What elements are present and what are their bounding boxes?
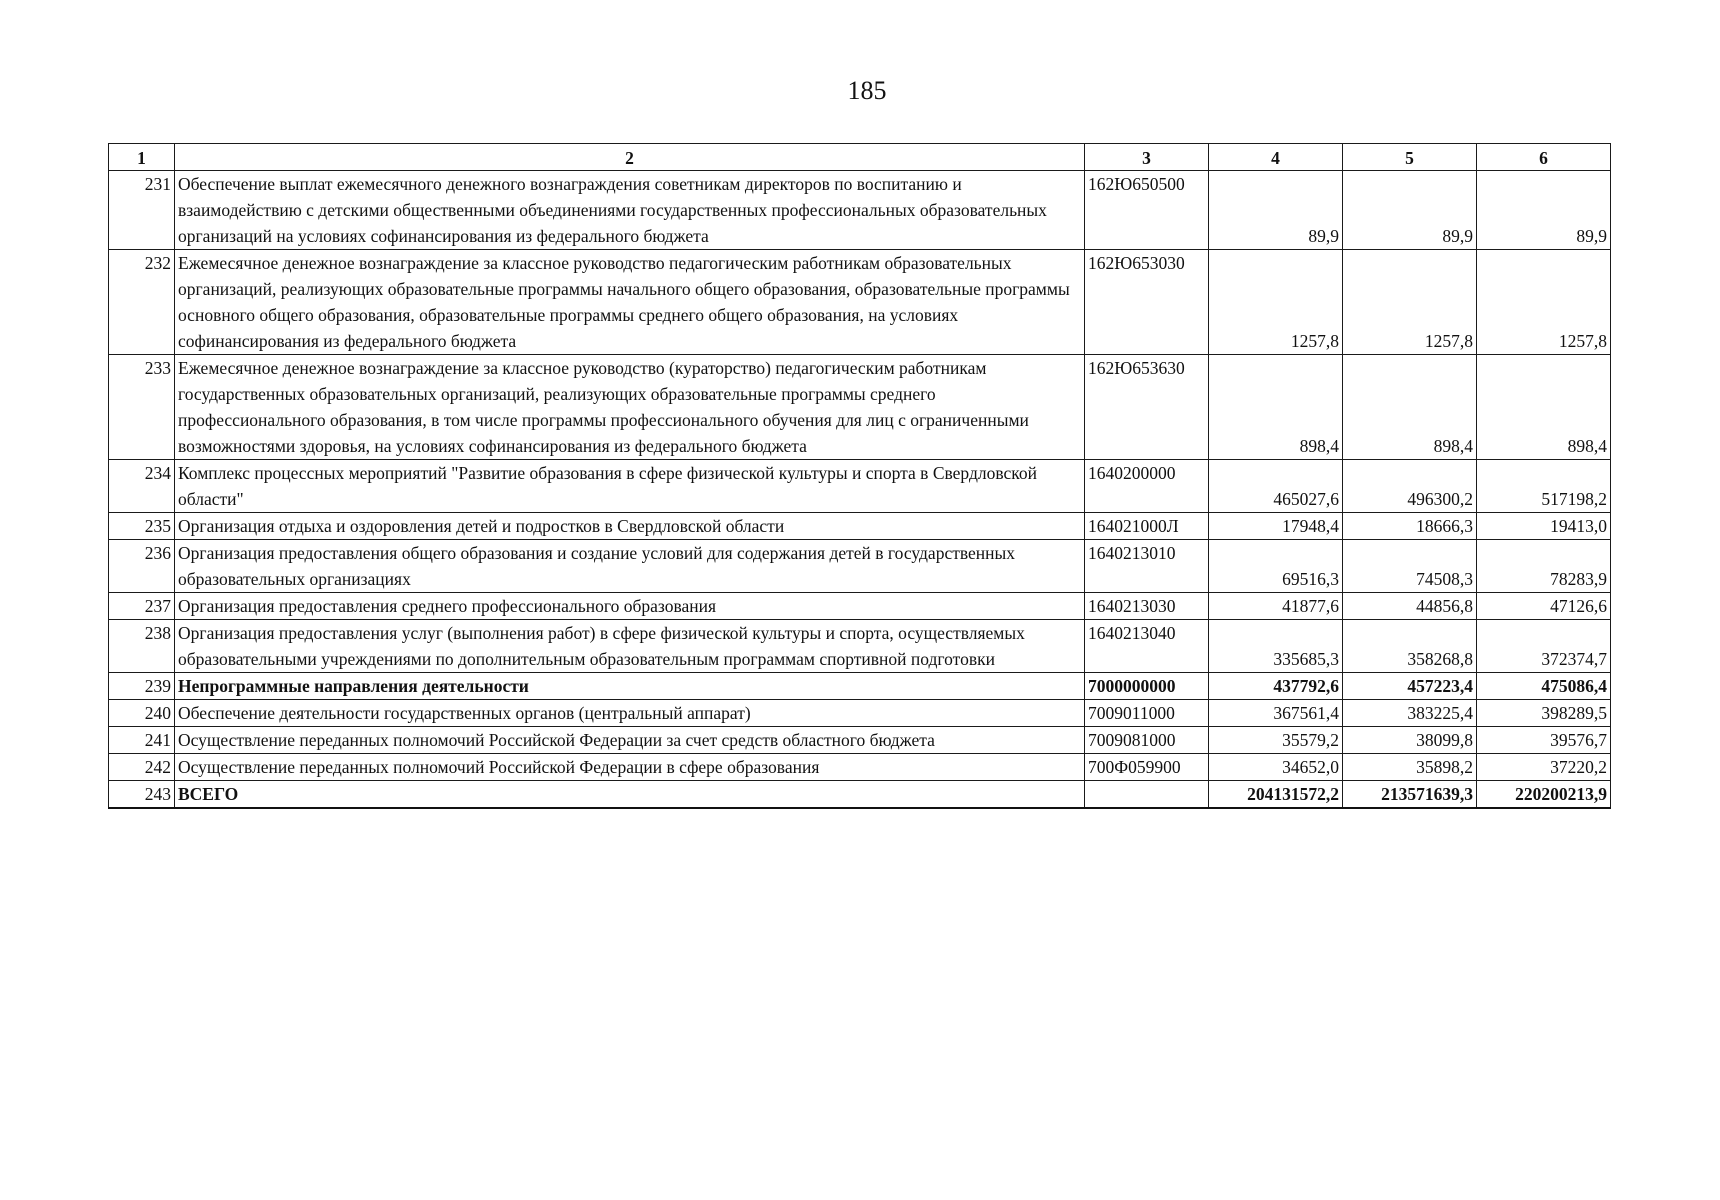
row-name: Ежемесячное денежное вознаграждение за классное руководство (кураторство) педагогическим работникам государственных образовательных организаций, реализующих образовательные программы среднего профессионального образования, в том числе программы профессионального обучения для лиц с ограниченными возможностями здоровья, на условиях софинансирования из федерального бюджета xyxy=(175,355,1085,460)
row-value-4: 335685,3 xyxy=(1209,620,1343,673)
table-row xyxy=(109,620,1611,673)
row-value-4: 898,4 xyxy=(1209,355,1343,460)
row-value-6: 398289,5 xyxy=(1477,700,1611,727)
row-value-6: 78283,9 xyxy=(1477,540,1611,593)
row-value-4: 69516,3 xyxy=(1209,540,1343,593)
row-code: 162Ю653030 xyxy=(1085,250,1209,355)
row-name: Организация предоставления среднего профессионального образования xyxy=(175,593,1085,620)
row-name: Ежемесячное денежное вознаграждение за классное руководство педагогическим работникам образовательных организаций, реализующих образовательные программы начального общего образования, образовательные программы основного общего образования, образовательные программы среднего общего образования, на условиях софинансирования из федерального бюджета xyxy=(175,250,1085,355)
table-row xyxy=(109,593,1611,620)
row-value-5: 898,4 xyxy=(1343,355,1477,460)
page-number: 185 xyxy=(847,76,887,105)
row-name: Обеспечение выплат ежемесячного денежного вознаграждения советникам директоров по воспитанию и взаимодействию с детскими общественными объединениями государственных профессиональных образовательных организаций на условиях софинансирования из федерального бюджета xyxy=(175,171,1085,250)
row-value-6: 517198,2 xyxy=(1477,460,1611,513)
row-name: Обеспечение деятельности государственных органов (центральный аппарат) xyxy=(175,700,1085,727)
row-value-5: 18666,3 xyxy=(1343,513,1477,540)
row-code: 1640213040 xyxy=(1085,620,1209,673)
row-value-6: 47126,6 xyxy=(1477,593,1611,620)
column-header: 5 xyxy=(1343,144,1477,171)
table-header-row xyxy=(109,144,1611,171)
row-number: 240 xyxy=(109,700,175,727)
row-value-6: 475086,4 xyxy=(1477,673,1611,700)
row-code xyxy=(1085,781,1209,809)
row-value-4: 41877,6 xyxy=(1209,593,1343,620)
row-code: 1640200000 xyxy=(1085,460,1209,513)
row-value-6: 39576,7 xyxy=(1477,727,1611,754)
row-code: 162Ю650500 xyxy=(1085,171,1209,250)
row-value-5: 457223,4 xyxy=(1343,673,1477,700)
row-value-4: 17948,4 xyxy=(1209,513,1343,540)
row-number: 235 xyxy=(109,513,175,540)
row-value-6: 898,4 xyxy=(1477,355,1611,460)
row-value-6: 19413,0 xyxy=(1477,513,1611,540)
row-code: 1640213010 xyxy=(1085,540,1209,593)
table-row xyxy=(109,355,1611,460)
row-value-4: 204131572,2 xyxy=(1209,781,1343,809)
row-number: 231 xyxy=(109,171,175,250)
row-number: 243 xyxy=(109,781,175,809)
table-row xyxy=(109,540,1611,593)
row-number: 241 xyxy=(109,727,175,754)
row-value-4: 437792,6 xyxy=(1209,673,1343,700)
table-row xyxy=(109,754,1611,781)
row-number: 242 xyxy=(109,754,175,781)
row-name: Комплекс процессных мероприятий "Развитие образования в сфере физической культуры и спорта в Свердловской области" xyxy=(175,460,1085,513)
table-row xyxy=(109,727,1611,754)
row-value-5: 74508,3 xyxy=(1343,540,1477,593)
row-name: Организация предоставления услуг (выполнения работ) в сфере физической культуры и спорта, осуществляемых образовательными учреждениями по дополнительным образовательным программам спортивной подготовки xyxy=(175,620,1085,673)
row-code: 7000000000 xyxy=(1085,673,1209,700)
table-row xyxy=(109,700,1611,727)
row-name: Осуществление переданных полномочий Российской Федерации за счет средств областного бюджета xyxy=(175,727,1085,754)
column-header: 1 xyxy=(109,144,175,171)
row-code: 1640213030 xyxy=(1085,593,1209,620)
row-number: 237 xyxy=(109,593,175,620)
row-value-6: 372374,7 xyxy=(1477,620,1611,673)
column-header: 2 xyxy=(175,144,1085,171)
table-row xyxy=(109,781,1611,809)
column-header: 4 xyxy=(1209,144,1343,171)
column-header: 3 xyxy=(1085,144,1209,171)
row-code: 700Ф059900 xyxy=(1085,754,1209,781)
row-value-4: 1257,8 xyxy=(1209,250,1343,355)
row-code: 162Ю653630 xyxy=(1085,355,1209,460)
row-value-5: 35898,2 xyxy=(1343,754,1477,781)
row-value-5: 383225,4 xyxy=(1343,700,1477,727)
row-code: 164021000Л xyxy=(1085,513,1209,540)
row-number: 236 xyxy=(109,540,175,593)
column-header: 6 xyxy=(1477,144,1611,171)
row-name: Осуществление переданных полномочий Российской Федерации в сфере образования xyxy=(175,754,1085,781)
table-row xyxy=(109,673,1611,700)
row-number: 232 xyxy=(109,250,175,355)
table-body xyxy=(109,171,1611,809)
budget-table xyxy=(108,143,1611,809)
row-value-4: 89,9 xyxy=(1209,171,1343,250)
table-row xyxy=(109,513,1611,540)
row-value-4: 35579,2 xyxy=(1209,727,1343,754)
table-row xyxy=(109,460,1611,513)
row-value-4: 465027,6 xyxy=(1209,460,1343,513)
row-name: Организация предоставления общего образования и создание условий для содержания детей в государственных образовательных организациях xyxy=(175,540,1085,593)
row-value-6: 89,9 xyxy=(1477,171,1611,250)
row-number: 238 xyxy=(109,620,175,673)
row-name: ВСЕГО xyxy=(175,781,1085,809)
table-row xyxy=(109,171,1611,250)
row-name: Организация отдыха и оздоровления детей и подростков в Свердловской области xyxy=(175,513,1085,540)
row-value-5: 89,9 xyxy=(1343,171,1477,250)
row-value-5: 44856,8 xyxy=(1343,593,1477,620)
table-row xyxy=(109,250,1611,355)
row-value-6: 37220,2 xyxy=(1477,754,1611,781)
row-value-4: 34652,0 xyxy=(1209,754,1343,781)
row-value-6: 1257,8 xyxy=(1477,250,1611,355)
row-number: 233 xyxy=(109,355,175,460)
row-value-6: 220200213,9 xyxy=(1477,781,1611,809)
row-value-5: 1257,8 xyxy=(1343,250,1477,355)
row-value-5: 38099,8 xyxy=(1343,727,1477,754)
row-code: 7009011000 xyxy=(1085,700,1209,727)
row-value-5: 213571639,3 xyxy=(1343,781,1477,809)
row-number: 239 xyxy=(109,673,175,700)
row-value-5: 496300,2 xyxy=(1343,460,1477,513)
row-value-4: 367561,4 xyxy=(1209,700,1343,727)
row-value-5: 358268,8 xyxy=(1343,620,1477,673)
row-name: Непрограммные направления деятельности xyxy=(175,673,1085,700)
row-number: 234 xyxy=(109,460,175,513)
row-code: 7009081000 xyxy=(1085,727,1209,754)
